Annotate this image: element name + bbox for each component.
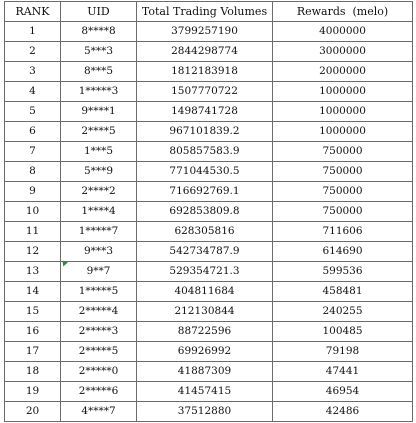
- cell-rank: 5: [5, 102, 61, 122]
- table-row: [5, 402, 413, 422]
- cell-rank: 19: [5, 382, 61, 402]
- table-row: [5, 182, 413, 202]
- cell-rank: 7: [5, 142, 61, 162]
- cell-total-trading-volume: 37512880: [137, 402, 273, 422]
- cell-rewards: 1000000: [273, 102, 413, 122]
- cell-total-trading-volume: 41457415: [137, 382, 273, 402]
- table-header-row: [5, 2, 413, 22]
- cell-rewards: 42486: [273, 402, 413, 422]
- cell-uid: 2*****0: [61, 362, 137, 382]
- cell-uid: 9***3: [61, 242, 137, 262]
- table-row: [5, 282, 413, 302]
- table-row: [5, 302, 413, 322]
- cell-rewards: 1000000: [273, 82, 413, 102]
- cell-uid: 1****4: [61, 202, 137, 222]
- cell-total-trading-volume: 542734787.9: [137, 242, 273, 262]
- cell-uid: 5***9: [61, 162, 137, 182]
- cell-rewards: 4000000: [273, 22, 413, 42]
- cell-rank: 3: [5, 62, 61, 82]
- table-row: [5, 362, 413, 382]
- cell-rewards: 47441: [273, 362, 413, 382]
- header-rank: RANK: [5, 2, 61, 22]
- cell-uid: 1***5: [61, 142, 137, 162]
- table-row: [5, 342, 413, 362]
- table-body: [5, 22, 413, 422]
- cell-rank: 12: [5, 242, 61, 262]
- cell-rank: 8: [5, 162, 61, 182]
- cell-rank: 9: [5, 182, 61, 202]
- header-total-trading-volumes: Total Trading Volumes: [137, 2, 273, 22]
- cell-rank: 14: [5, 282, 61, 302]
- cell-uid: 2****5: [61, 122, 137, 142]
- cell-uid: 2*****5: [61, 342, 137, 362]
- cell-rewards: 458481: [273, 282, 413, 302]
- table-row: [5, 222, 413, 242]
- cell-total-trading-volume: 529354721.3: [137, 262, 273, 282]
- table-row: [5, 122, 413, 142]
- cell-rewards: 1000000: [273, 122, 413, 142]
- cell-total-trading-volume: 628305816: [137, 222, 273, 242]
- header-rewards: Rewards (melo): [273, 2, 413, 22]
- cell-rank: 4: [5, 82, 61, 102]
- cell-uid: 2*****4: [61, 302, 137, 322]
- table-row: [5, 62, 413, 82]
- cell-rank: 13: [5, 262, 61, 282]
- cell-uid: 9**7: [61, 262, 137, 282]
- table-row: [5, 162, 413, 182]
- cell-rewards: 750000: [273, 182, 413, 202]
- cell-total-trading-volume: 3799257190: [137, 22, 273, 42]
- cell-uid: 8****8: [61, 22, 137, 42]
- cell-rank: 6: [5, 122, 61, 142]
- cell-rank: 1: [5, 22, 61, 42]
- cell-total-trading-volume: 2844298774: [137, 42, 273, 62]
- rankings-table-container: [4, 1, 413, 422]
- cell-total-trading-volume: 805857583.9: [137, 142, 273, 162]
- cell-uid: 1*****3: [61, 82, 137, 102]
- cell-total-trading-volume: 1812183918: [137, 62, 273, 82]
- cell-total-trading-volume: 212130844: [137, 302, 273, 322]
- cell-rewards: 750000: [273, 142, 413, 162]
- cell-rewards: 599536: [273, 262, 413, 282]
- cell-uid: 1*****7: [61, 222, 137, 242]
- cell-uid: 9****1: [61, 102, 137, 122]
- cell-rewards: 2000000: [273, 62, 413, 82]
- cell-rewards: 3000000: [273, 42, 413, 62]
- cell-rewards: 711606: [273, 222, 413, 242]
- cell-total-trading-volume: 1507770722: [137, 82, 273, 102]
- table-row: [5, 142, 413, 162]
- cell-total-trading-volume: 716692769.1: [137, 182, 273, 202]
- cell-rewards: 750000: [273, 202, 413, 222]
- table-row: [5, 322, 413, 342]
- cell-total-trading-volume: 692853809.8: [137, 202, 273, 222]
- cell-rewards: 750000: [273, 162, 413, 182]
- cell-uid: 2****2: [61, 182, 137, 202]
- table-row: [5, 202, 413, 222]
- cell-uid: 5***3: [61, 42, 137, 62]
- cell-total-trading-volume: 404811684: [137, 282, 273, 302]
- table-row: [5, 262, 413, 282]
- cell-rewards: 614690: [273, 242, 413, 262]
- cell-total-trading-volume: 69926992: [137, 342, 273, 362]
- table-row: [5, 42, 413, 62]
- cell-uid: 1*****5: [61, 282, 137, 302]
- cell-rewards: 79198: [273, 342, 413, 362]
- cell-rank: 20: [5, 402, 61, 422]
- header-uid: UID: [61, 2, 137, 22]
- cell-uid: 2*****6: [61, 382, 137, 402]
- cell-rank: 11: [5, 222, 61, 242]
- cell-rewards: 240255: [273, 302, 413, 322]
- table-row: [5, 82, 413, 102]
- cell-total-trading-volume: 41887309: [137, 362, 273, 382]
- cell-rank: 2: [5, 42, 61, 62]
- table-row: [5, 102, 413, 122]
- cell-rank: 10: [5, 202, 61, 222]
- cell-uid: 4****7: [61, 402, 137, 422]
- cell-total-trading-volume: 771044530.5: [137, 162, 273, 182]
- cell-rank: 18: [5, 362, 61, 382]
- cell-total-trading-volume: 88722596: [137, 322, 273, 342]
- cell-rewards: 46954: [273, 382, 413, 402]
- table-row: [5, 22, 413, 42]
- rankings-table: [4, 1, 413, 422]
- cell-uid: 2*****3: [61, 322, 137, 342]
- cell-total-trading-volume: 967101839.2: [137, 122, 273, 142]
- cell-rank: 17: [5, 342, 61, 362]
- cell-rewards: 100485: [273, 322, 413, 342]
- cell-total-trading-volume: 1498741728: [137, 102, 273, 122]
- table-row: [5, 382, 413, 402]
- cell-uid: 8***5: [61, 62, 137, 82]
- cell-rank: 15: [5, 302, 61, 322]
- table-row: [5, 242, 413, 262]
- cell-rank: 16: [5, 322, 61, 342]
